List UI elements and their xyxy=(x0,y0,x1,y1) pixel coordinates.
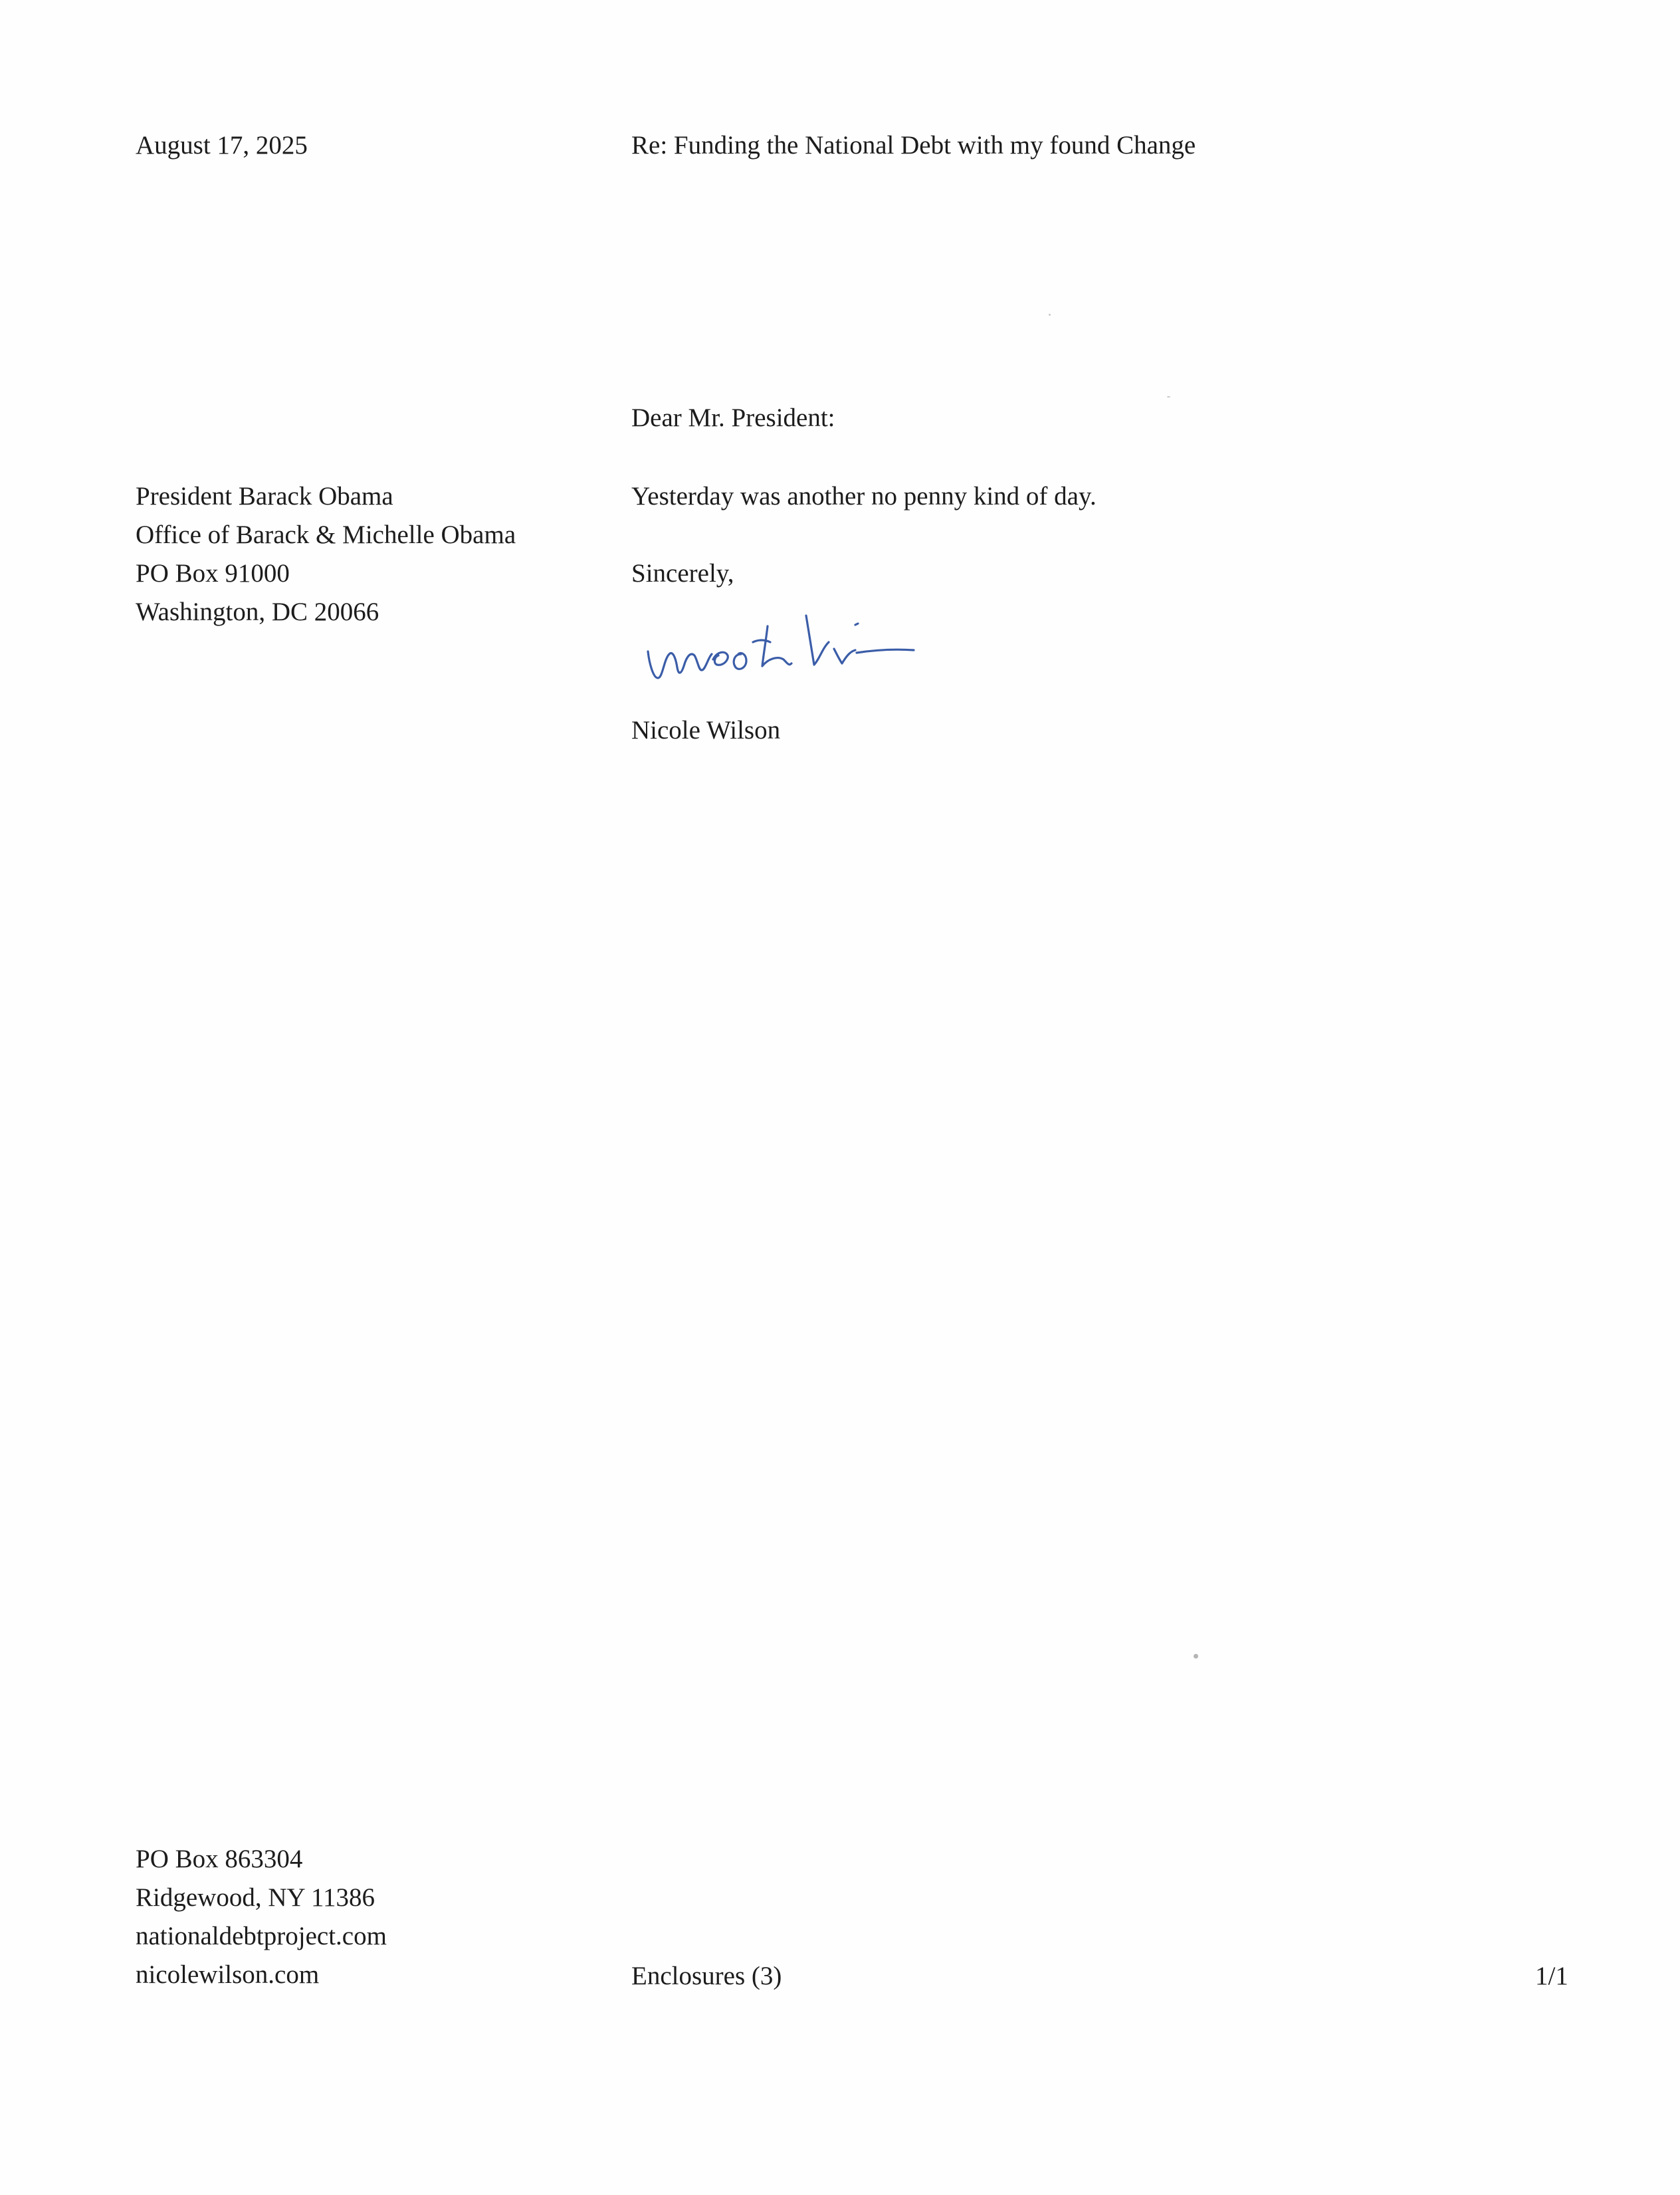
enclosures-note: Enclosures (3) xyxy=(631,1962,782,1990)
page-number: 1/1 xyxy=(1535,1962,1568,1990)
letter-body: Yesterday was another no penny kind of day. xyxy=(631,482,1097,511)
handwritten-signature xyxy=(635,585,980,698)
closing: Sincerely, xyxy=(631,559,734,588)
sender-website: nationaldebtproject.com xyxy=(136,1922,387,1950)
scan-speck xyxy=(1194,1654,1198,1659)
recipient-name: President Barack Obama xyxy=(136,482,393,511)
scan-speck xyxy=(1049,314,1051,316)
sender-personal-website: nicolewilson.com xyxy=(136,1960,320,1989)
recipient-city: Washington, DC 20066 xyxy=(136,598,379,626)
salutation: Dear Mr. President: xyxy=(631,404,835,432)
recipient-address xyxy=(136,477,516,632)
sender-po-box: PO Box 863304 xyxy=(136,1845,303,1873)
letter-date: August 17, 2025 xyxy=(136,131,308,160)
scan-speck xyxy=(1167,396,1170,398)
recipient-office: Office of Barack & Michelle Obama xyxy=(136,520,516,549)
sender-city: Ridgewood, NY 11386 xyxy=(136,1883,375,1912)
letter-subject: Re: Funding the National Debt with my found Change xyxy=(631,131,1196,160)
sender-name: Nicole Wilson xyxy=(631,716,781,745)
sender-address xyxy=(136,1840,387,1994)
recipient-po-box: PO Box 91000 xyxy=(136,559,290,588)
